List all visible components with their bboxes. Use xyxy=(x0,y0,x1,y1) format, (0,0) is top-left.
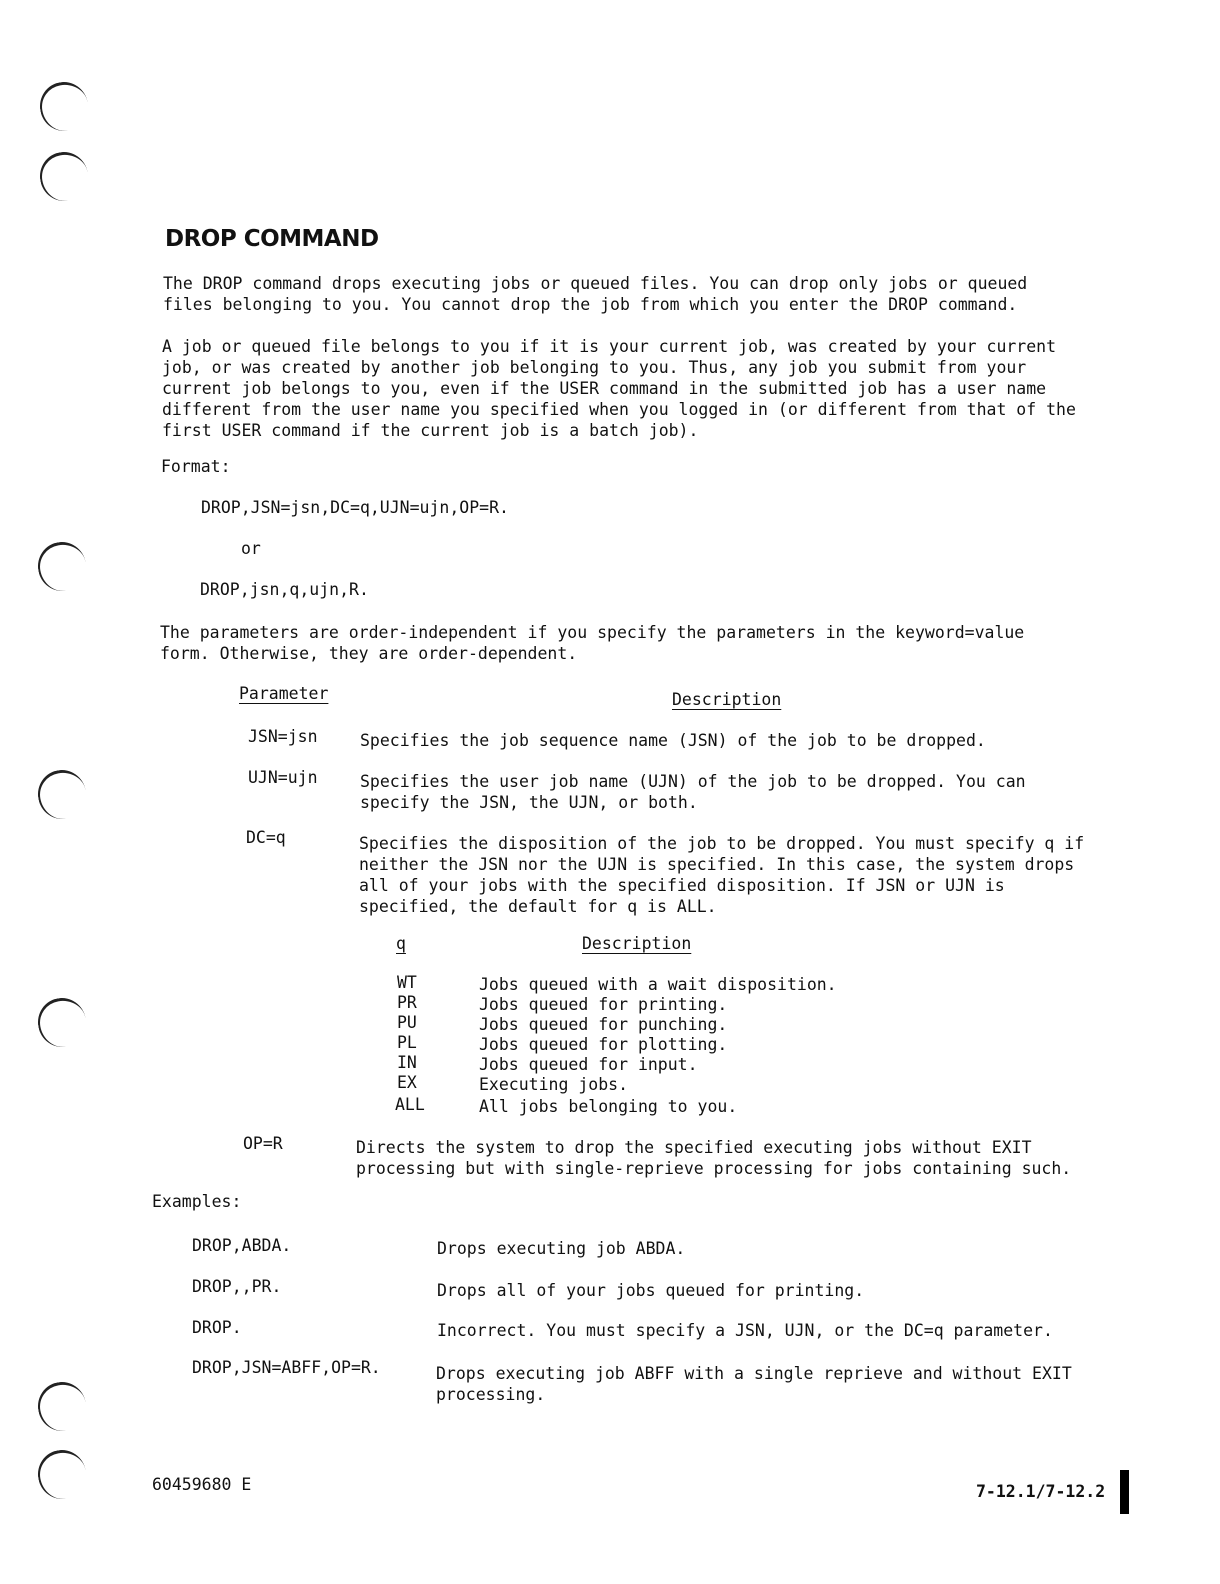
punch-hole xyxy=(34,1378,90,1435)
format-or: or xyxy=(241,539,261,558)
q-description: Jobs queued with a wait disposition. xyxy=(479,975,837,994)
param-name: UJN=ujn xyxy=(248,768,318,787)
intro-paragraph-2: A job or queued file belongs to you if it is your current job, was created by your current job, or was created by another job belonging to you. Thus, any job you submit from your current job belongs to you, even if the USER command in the submitted job has a user name different from the user name you specified when you logged in (or different from that of the first USER command if the current job is a batch job). xyxy=(162,337,1076,440)
param-name: DC=q xyxy=(246,828,286,847)
format-label: Format: xyxy=(161,457,231,476)
example-description: Drops executing job ABFF with a single reprieve and without EXIT processing. xyxy=(436,1364,1072,1404)
format-positional-form: DROP,jsn,q,ujn,R. xyxy=(200,580,369,599)
example-command: DROP,,PR. xyxy=(192,1277,282,1296)
example-description: Drops all of your jobs queued for printing. xyxy=(437,1281,865,1300)
example-command: DROP,ABDA. xyxy=(192,1236,292,1255)
q-desc-header: Description xyxy=(582,934,692,953)
q-description: Jobs queued for printing. xyxy=(479,995,728,1014)
param-description: Specifies the job sequence name (JSN) of the job to be dropped. xyxy=(360,731,986,750)
punch-hole xyxy=(34,766,90,823)
example-command: DROP,JSN=ABFF,OP=R. xyxy=(192,1358,381,1377)
param-header: Parameter xyxy=(239,684,329,703)
punch-hole xyxy=(34,994,90,1051)
param-name: JSN=jsn xyxy=(248,727,318,746)
page-number: 7-12.1/7-12.2 xyxy=(976,1482,1106,1501)
q-code: IN xyxy=(397,1053,417,1072)
q-code: PU xyxy=(397,1013,417,1032)
intro-paragraph-1: The DROP command drops executing jobs or queued files. You can drop only jobs or queued files belonging to you. You cannot drop the job from which you enter the DROP command. xyxy=(163,274,1028,314)
q-description: Jobs queued for plotting. xyxy=(479,1035,728,1054)
q-description: Jobs queued for input. xyxy=(479,1055,698,1074)
q-code: ALL xyxy=(395,1095,425,1114)
q-header: q xyxy=(396,934,406,953)
q-code: PL xyxy=(397,1033,417,1052)
punch-hole xyxy=(34,1446,90,1503)
q-description: Executing jobs. xyxy=(479,1075,629,1094)
example-command: DROP. xyxy=(192,1318,242,1337)
example-description: Incorrect. You must specify a JSN, UJN, or the DC=q parameter. xyxy=(437,1321,1053,1340)
param-description: Directs the system to drop the specified executing jobs without EXIT processing but with single-reprieve processing for jobs containing such. xyxy=(356,1138,1072,1178)
examples-label: Examples: xyxy=(152,1192,242,1211)
param-description: Specifies the disposition of the job to be dropped. You must specify q if neither the JSN nor the UJN is specified. In this case, the system drops all of your jobs with the specified disposition. If JSN or UJN is specified, the default for q is ALL. xyxy=(359,834,1085,916)
page-title: DROP COMMAND xyxy=(165,226,379,252)
punch-hole xyxy=(36,78,92,135)
q-code: EX xyxy=(397,1073,417,1092)
q-code: WT xyxy=(397,973,417,992)
q-description: Jobs queued for punching. xyxy=(479,1015,728,1034)
param-name: OP=R xyxy=(243,1134,283,1153)
param-desc-header: Description xyxy=(672,690,782,709)
q-code: PR xyxy=(397,993,417,1012)
example-description: Drops executing job ABDA. xyxy=(437,1239,686,1258)
format-keyword-form: DROP,JSN=jsn,DC=q,UJN=ujn,OP=R. xyxy=(201,498,509,517)
change-bar xyxy=(1120,1470,1129,1514)
order-note: The parameters are order-independent if you specify the parameters in the keyword=value form. Otherwise, they are order-dependent. xyxy=(160,623,1025,663)
punch-hole xyxy=(34,538,90,595)
doc-number: 60459680 E xyxy=(152,1475,252,1494)
punch-hole xyxy=(36,148,92,205)
q-description: All jobs belonging to you. xyxy=(479,1097,738,1116)
param-description: Specifies the user job name (UJN) of the job to be dropped. You can specify the JSN, the UJN, or both. xyxy=(360,772,1026,812)
